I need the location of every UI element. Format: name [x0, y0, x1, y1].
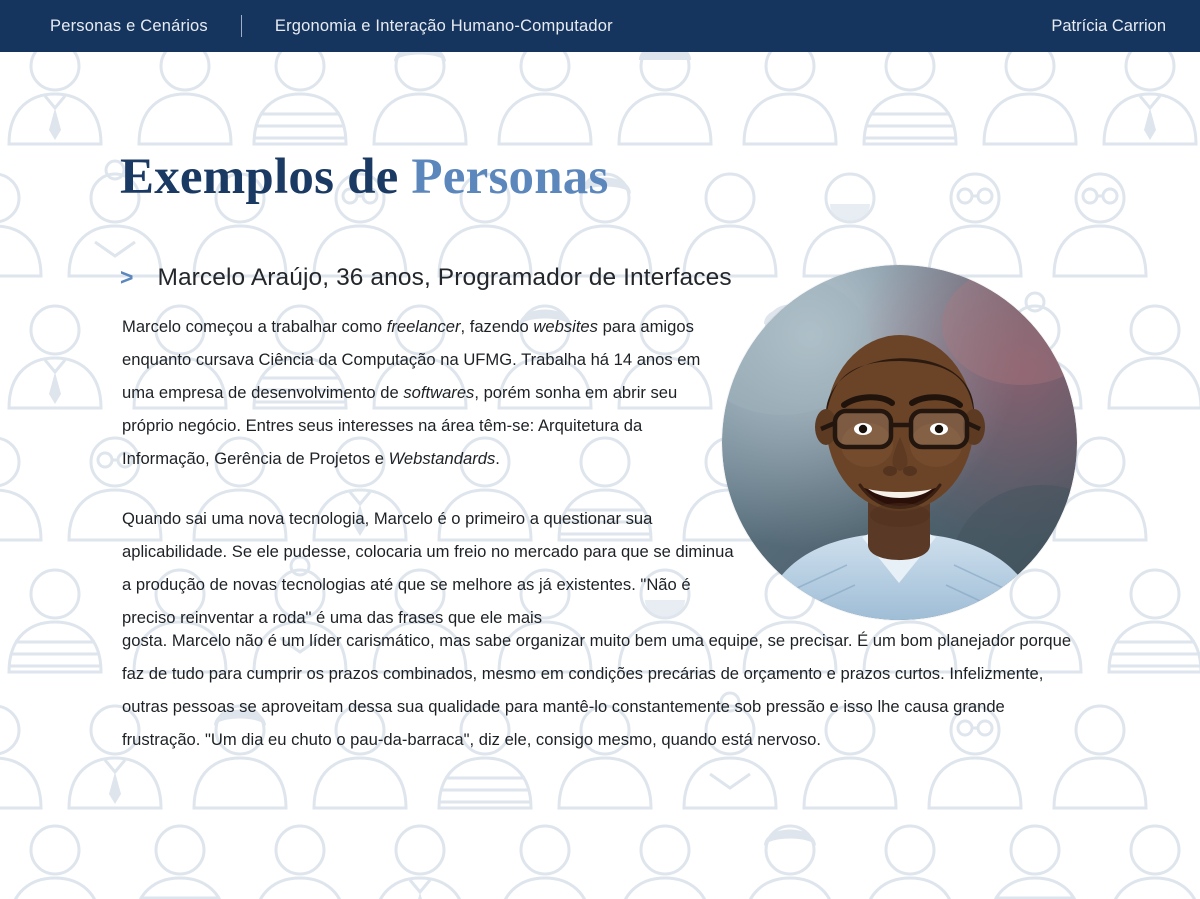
slide-header-bar: [0, 0, 1200, 52]
slide-content: [0, 52, 1200, 899]
breadcrumb: [50, 15, 613, 37]
persona-paragraph-3: gosta. Marcelo não é um líder carismático, mas sabe organizar muito bem uma equipe, se precisar. É um bom planejador porque faz de tudo para cumprir os prazos combinados, mesmo em condições precárias de orçamento e prazos curtos. Infelizmente, outras pessoas se aproveitam dessa sua qualidade para mantê-lo constantemente sob pressão e isso lhe causa grande frustração. "Um dia eu chuto o pau-da-barraca", diz ele, consigo mesmo, quando está nervoso.: [122, 631, 1072, 749]
p1-seg-b: , fazendo: [460, 317, 534, 336]
chevron-right-icon: >: [120, 264, 134, 290]
page-title: [120, 148, 609, 206]
breadcrumb-divider: [241, 15, 242, 37]
p1-seg-a: Marcelo começou a trabalhar como: [122, 317, 387, 336]
p1-em-webstandards: Webstandards: [388, 449, 496, 468]
page-title-part2: Personas: [411, 149, 609, 205]
persona-paragraph-2: Quando sai uma nova tecnologia, Marcelo é o primeiro a questionar sua aplicabilidade. Se ele pudesse, colocaria um freio no mercado para que se diminua a produção de novas tecnologias até que se melhore as já existentes. "Não é preciso reinventar a roda" é uma das frases que ele mais: [122, 509, 734, 627]
p1-seg-c: para amigos enquanto cursava Ciência da Computação na UFMG. Trabalha há 14 anos em uma empresa de desenvolvimento de: [122, 317, 701, 402]
persona-heading: [120, 264, 732, 292]
breadcrumb-item-section: Personas e Cenários: [50, 16, 208, 35]
p1-seg-d: , porém sonha em abrir seu próprio negócio. Entres seus interesses na área têm-se: Arquitetura da Informação, Gerência de Projetos e: [122, 383, 678, 468]
p1-em-softwares: softwares: [403, 383, 475, 402]
p1-em-freelancer: freelancer: [386, 317, 461, 336]
p1-seg-e: .: [495, 449, 500, 468]
persona-paragraph-1: [122, 310, 722, 475]
persona-portrait-photo: [722, 265, 1077, 620]
p1-em-websites: websites: [533, 317, 598, 336]
breadcrumb-item-course: Ergonomia e Interação Humano-Computador: [274, 16, 613, 35]
page-title-part1: Exemplos de: [120, 149, 412, 205]
persona-name-label: Marcelo Araújo, 36 anos, Programador de Interfaces: [157, 264, 732, 291]
author-name: Patrícia Carrion: [1051, 16, 1166, 35]
